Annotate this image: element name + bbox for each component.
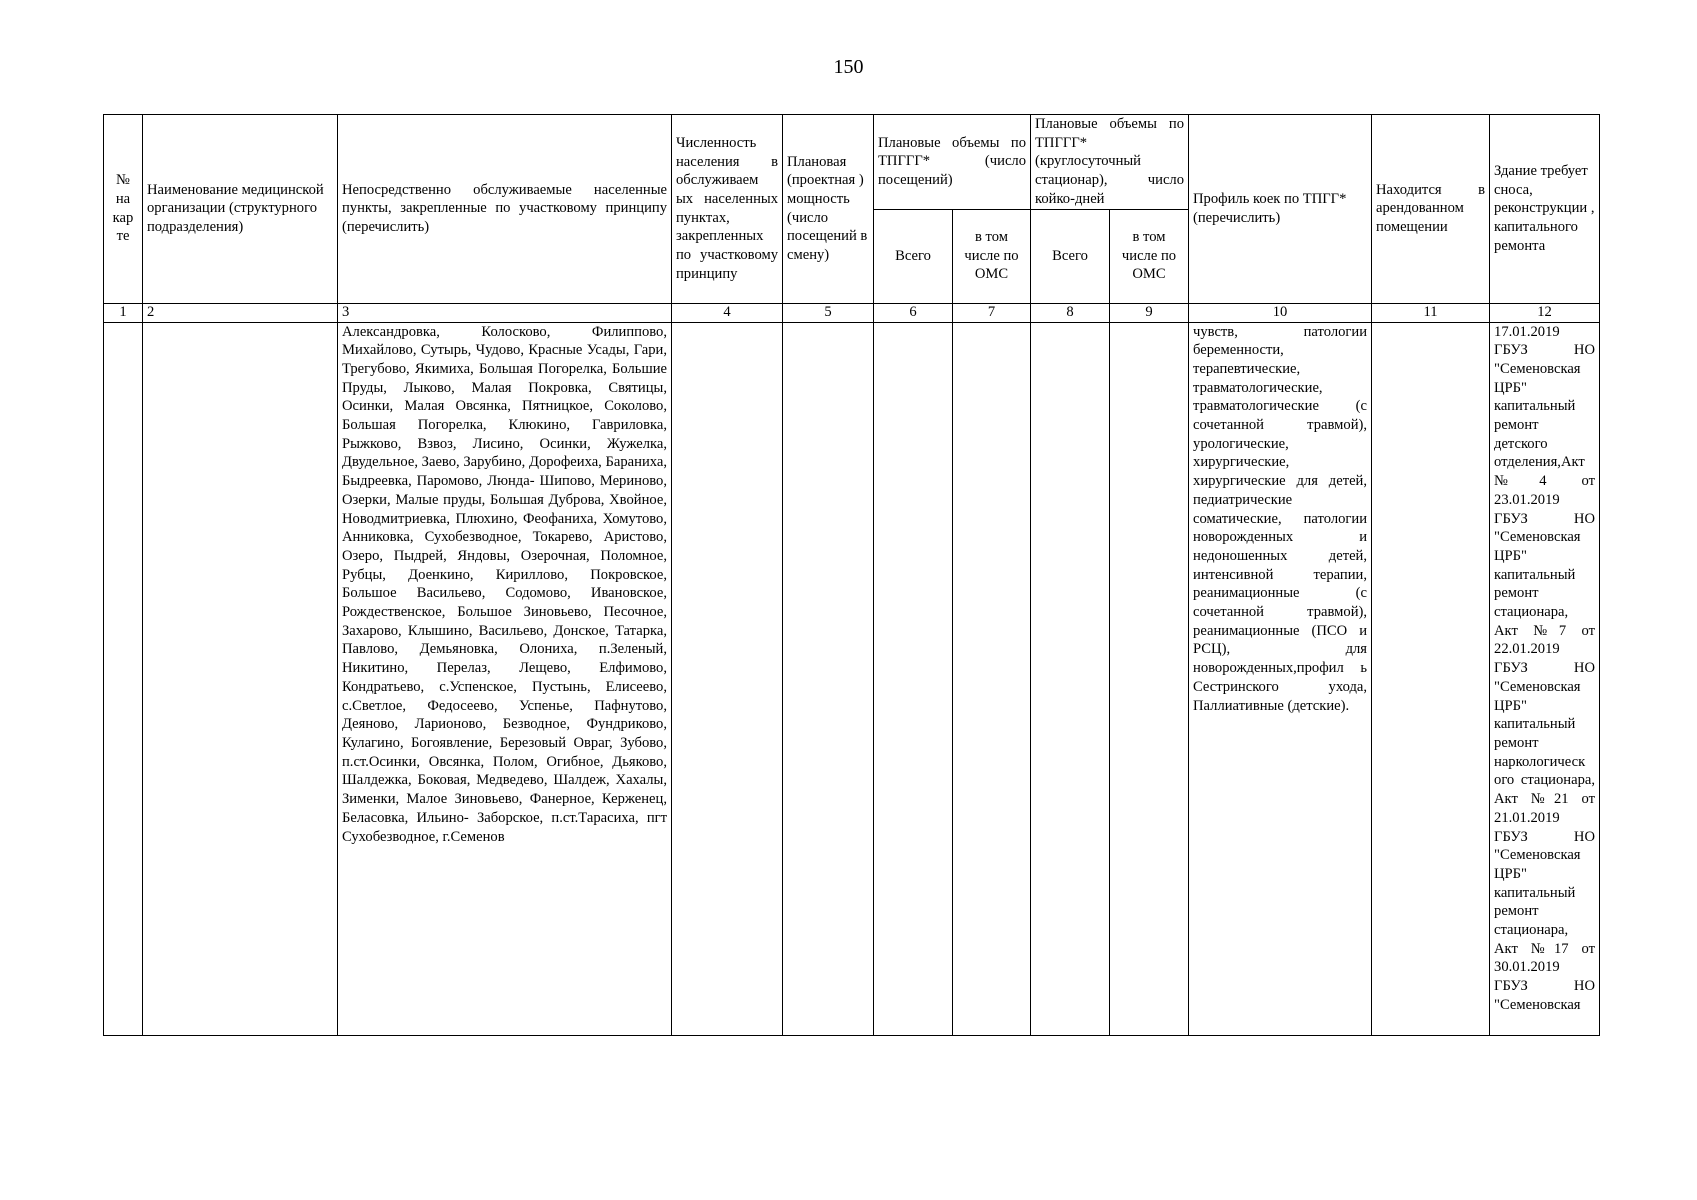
cell-settlements: Александровка, Колосково, Филиппово, Михайлово, Сутырь, Чудово, Красные Усады, Гари, Трегубово, Якимиха, Большая Погорелка, Большие Пруды, Лыково, Малая Покровка, Святицы, Осинки, Малая Овсянка, Пятницкое, Соколово, Большая Погорелка, Клюкино, Гавриловка, Рыжково, Взвоз, Лисино, Осинки, Жужелка, Двудельное, Заево, Зарубино, Дорофеиха, Бараниха, Быдреевка, Паромово, Люнда- Шипово, Мериново, Озерки, Малые пруды, Большая Дуброва, Хвойное, Новодмитриевка, Плюхино, Феофаниха, Хомутово, Анниковка, Сухобезводное, Токарево, Аристово, Озеро, Пыдрей, Яндовы, Озерочная, Поломное, Рубцы, Доенкино, Кириллово, Покровское, Большое Васильево, Содомово, Ивановское, Рождественское, Большое Зиновьево, Песочное, Захарово, Клышино, Васильево, Донское, Татарка, Павлово, Демьяновка, Олониха, п.Зеленый, Никитино, Перелаз, Лещево, Елфимово, Кондратьево, с.Успенское, Пустынь, Елисеево, с.Светлое, Федосеево, Успенье, Пафнутово, Деяново, Ларионово, Безводное, Фундриково, Кулагино, Богоявление, Березовый Овраг, Зубово, п.ст.Осинки, Овсянка, Полом, Огибное, Дьяково, Шалдежка, Боковая, Медведево, Шалдеж, Хахалы, Зименки, Малое Зиновьево, Фанерное, Керженец, Беласовка, Ильино- Заборское, п.ст.Тарасиха, пгт Сухобезводное, г.Семенов	[338, 322, 672, 1035]
column-number: 8	[1031, 303, 1110, 322]
column-number-row	[104, 303, 1600, 322]
header-col-beds-total: Всего	[1031, 209, 1110, 303]
header-group-bed-days: Плановые объемы по ТПГГГ* (круглосуточный стационар), число койко-дней	[1031, 115, 1189, 210]
cell-repair: 17.01.2019 ГБУЗ НО "Семеновская ЦРБ" капитальный ремонт детского отделения,Акт №4 от 23.01.2019 ГБУЗ НО "Семеновская ЦРБ" капитальный ремонт стационара, Акт №7 от 22.01.2019 ГБУЗ НО "Семеновская ЦРБ" капитальный ремонт наркологическ ого стационара, Акт №21 от 21.01.2019 ГБУЗ НО "Семеновская ЦРБ" капитальный ремонт стационара, Акт №17 от 30.01.2019 ГБУЗ НО "Семеновская	[1490, 322, 1600, 1035]
cell-bed-profile: чувств, патологии беременности, терапевтические, травматологические, травматологические (с сочетанной травмой), урологические, хирургические, хирургические для детей, педиатрические соматические, патологии новорожденных и недоношенных детей, интенсивной терапии, реанимационные (с сочетанной травмой), реанимационные (ПСО и РСЦ), для новорожденных,профил ь Сестринского ухода, Паллиативные (детские).	[1189, 322, 1372, 1035]
table-row	[104, 322, 1600, 1035]
header-col-repair: Здание требует сноса, реконструкции , капитального ремонта	[1490, 115, 1600, 304]
cell-beds-oms	[1110, 322, 1189, 1035]
header-col-rented: Находится в арендованном помещении	[1372, 115, 1490, 304]
column-number: 10	[1189, 303, 1372, 322]
header-group-visits: Плановые объемы по ТПГГГ* (число посещений)	[874, 115, 1031, 210]
cell-number	[104, 322, 143, 1035]
header-row-1	[104, 115, 1600, 210]
cell-population	[672, 322, 783, 1035]
column-number: 9	[1110, 303, 1189, 322]
facilities-table	[103, 114, 1600, 1036]
cell-capacity	[783, 322, 874, 1035]
cell-organization	[143, 322, 338, 1035]
column-number: 3	[338, 303, 672, 322]
header-col-settlements: Непосредственно обслуживаемые населенные пункты, закрепленные по участковому принципу (перечислить)	[338, 115, 672, 304]
cell-visits-oms	[953, 322, 1031, 1035]
page-number: 150	[833, 56, 864, 78]
column-number: 6	[874, 303, 953, 322]
column-number: 4	[672, 303, 783, 322]
header-col-organization: Наименование медицинской организации (структурного подразделения)	[143, 115, 338, 304]
header-col-bed-profile: Профиль коек по ТПГГ* (перечислить)	[1189, 115, 1372, 304]
cell-rented	[1372, 322, 1490, 1035]
cell-visits-total	[874, 322, 953, 1035]
column-number: 5	[783, 303, 874, 322]
column-number: 11	[1372, 303, 1490, 322]
cell-beds-total	[1031, 322, 1110, 1035]
header-col-number: № на кар те	[104, 115, 143, 304]
header-col-capacity: Плановая (проектная ) мощность (число посещений в смену)	[783, 115, 874, 304]
column-number: 12	[1490, 303, 1600, 322]
header-col-beds-oms: в том числе по ОМС	[1110, 209, 1189, 303]
column-number: 7	[953, 303, 1031, 322]
header-col-visits-total: Всего	[874, 209, 953, 303]
header-col-visits-oms: в том числе по ОМС	[953, 209, 1031, 303]
column-number: 1	[104, 303, 143, 322]
column-number: 2	[143, 303, 338, 322]
header-col-population: Численность населения в обслуживаем ых населенных пунктах, закрепленных по участковому принципу	[672, 115, 783, 304]
